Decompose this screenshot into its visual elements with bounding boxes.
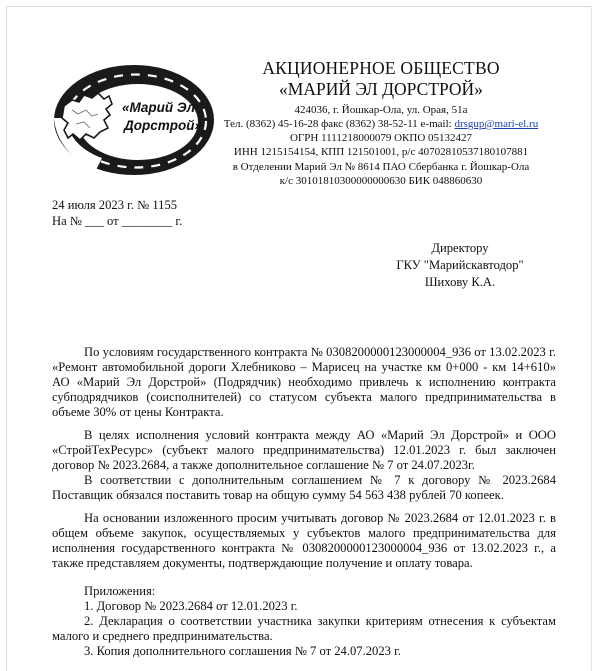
org-email-link[interactable]: drsgup@mari-el.ru	[454, 117, 539, 130]
letterhead	[208, 58, 554, 188]
addressee-position: Директору	[431, 241, 489, 255]
addressee-block	[360, 240, 560, 291]
org-contacts	[208, 117, 554, 131]
body-paragraph-1: По условиям государственного контракта № 0308200000123000004_936 от 13.02.2023 г. «Ремонт автомобильной дороги Хлебниково – Марисец на участке км 0+000 - км 14+610» АО «Марий Эл Дорстрой» (Подрядчик) необходимо привлечь к исполнению контракта субподрядчиков (соисполнителей) со статусом субъекта малого предпринимательства в объеме 30% от цены Контракта.	[52, 345, 556, 419]
appendix-title: Приложения:	[84, 584, 156, 598]
org-ks: к/с 30101810300000000630 БИК 048860630	[279, 174, 483, 187]
org-inn: ИНН 1215154154, КПП 121501001, р/с 40702810537180107881	[233, 146, 529, 159]
org-ogrn: ОГРН 1111218000079 ОКПО 05132427	[289, 132, 473, 145]
letter-reference: На № ___ от ________ г.	[52, 214, 183, 228]
company-logo	[46, 60, 220, 178]
body-paragraph-3: В соответствии с дополнительным соглашением № 7 к договору № 2023.2684 Поставщик обязался поставить товар на общую сумму 54 563 438 рублей 70 копеек.	[52, 473, 556, 502]
appendix-item-3: 3. Копия дополнительного соглашения № 7 от 24.07.2023 г.	[84, 644, 401, 658]
body-paragraph-2: В целях исполнения условий контракта между АО «Марий Эл Дорстрой» и ООО «СтройТехРесурс» (субъект малого предпринимательства) 12.01.2023 г. был заключен договор № 2023.2684, а также дополнительное соглашение № 7 от 24.07.2023г.	[52, 428, 556, 472]
logo-text-line1: «Марий Эл	[122, 100, 196, 115]
org-address: 424036, г. Йошкар-Ола, ул. Орая, 51а	[294, 103, 468, 116]
letter-body	[52, 345, 556, 659]
appendix-item-1: 1. Договор № 2023.2684 от 12.01.2023 г.	[84, 599, 298, 613]
org-phone: Тел. (8362) 45-16-28 факс (8362) 38-52-11 e-mail:	[223, 117, 452, 130]
road-logo-icon	[46, 60, 220, 178]
logo-text-line2: Дорстрой»	[124, 118, 203, 133]
org-bank: в Отделении Марий Эл № 8614 ПАО Сбербанка г. Йошкар-Ола	[232, 160, 530, 173]
appendix-item-2: 2. Декларация о соответствии участника закупки критериям отнесения к субъектам малого и среднего предпринимательства.	[52, 614, 556, 643]
addressee-organization: ГКУ "Марийскавтодор"	[396, 258, 524, 272]
addressee-name: Шихову К.А.	[424, 275, 496, 289]
letter-date-number: 24 июля 2023 г. № 1155	[52, 198, 178, 212]
org-title-line1: АКЦИОНЕРНОЕ ОБЩЕСТВО	[262, 58, 500, 78]
body-paragraph-4: На основании изложенного просим учитывать договор № 2023.2684 от 12.01.2023 г. в общем объеме закупок, осуществляемых у субъектов малого предпринимательства для исполнения государственного контракта № 0308200000123000004_936 от 13.02.2023 г., а также представляем документы, подтверждающие получение и оплату товара.	[52, 511, 556, 570]
org-title-line2: «МАРИЙ ЭЛ ДОРСТРОЙ»	[279, 79, 483, 100]
